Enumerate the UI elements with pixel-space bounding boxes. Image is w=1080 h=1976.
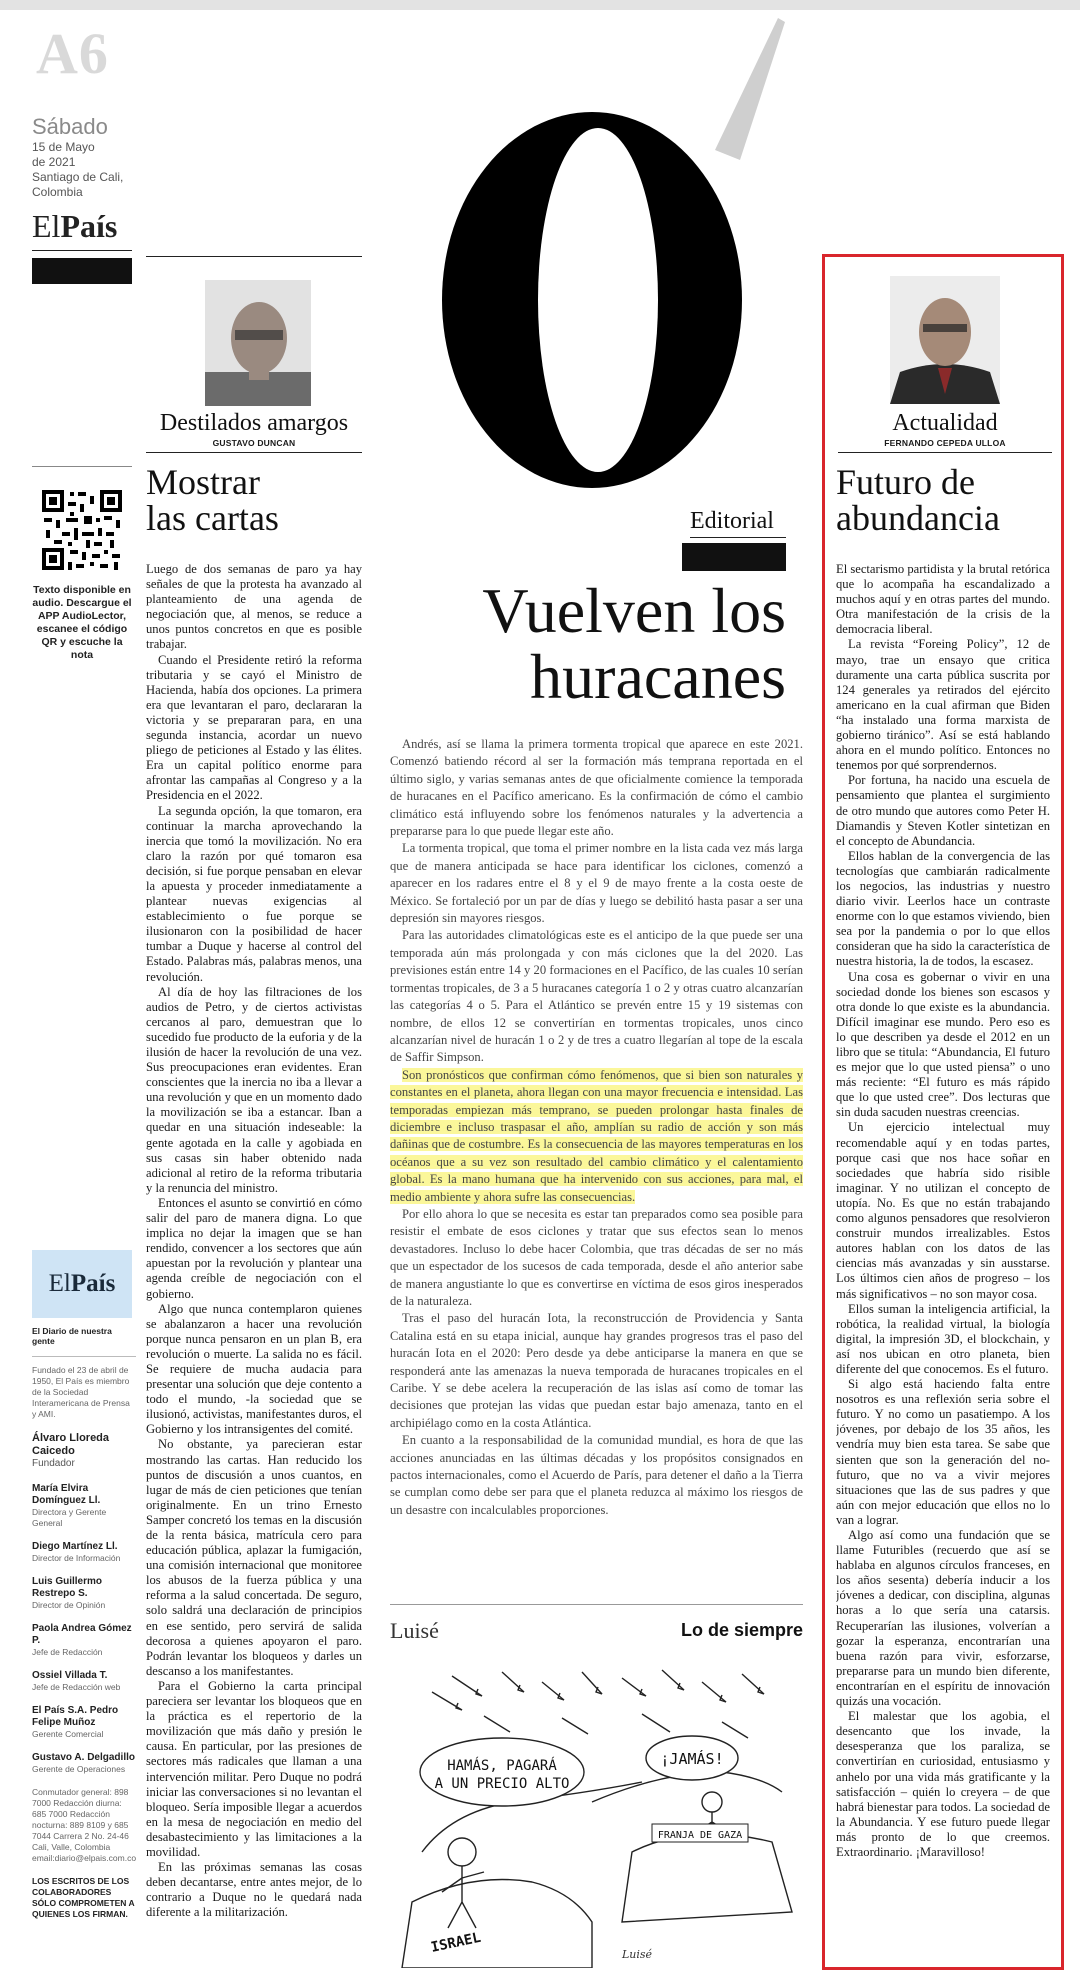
paragraph: En cuanto a la responsabilidad de la comunidad mundial, es hora de que las acciones anunciadas en las últimas décadas y los propósitos consignados en pactos internacionales, como el Acuerdo de París, para detener el daño a la Tierra se cumplan como debe ser para que el planeta reduzca al máximo los riesgos de un desastre con incalculables proporciones. (390, 1433, 803, 1517)
divider (838, 452, 1052, 453)
divider (146, 256, 362, 257)
paragraph: Algo que nunca contemplaron quienes se abalanzaron a hacer una revolución porque nunca pensaron en un plan B, era revolución o muerte. La salida no es fácil. Se requiere de mucha audacia para presentar una solución que deje contento a todo el mundo, -la sociedad que se ilusionó, activistas, manifestantes duros, el Gobierno y los intransigentes del comité. (146, 1301, 362, 1437)
staff-name: Diego Martínez Ll. (32, 1541, 118, 1552)
page-number: A6 (36, 21, 109, 86)
masthead-logo-box (32, 1250, 132, 1318)
paragraph: La revista “Foreing Policy”, 12 de mayo, trae un ensayo que critica duramente una carta pública suscrita por 124 generales ya retirados del ejército americano en la cual afirman que Biden “ha instalado una forma marxista de gobierno tiránico”. Así se está hablando ahora en el mundo político. Entonces no tenemos por qué sorprendernos. (836, 637, 1050, 773)
black-bar (32, 258, 132, 284)
column-author: GUSTAVO DUNCAN (212, 438, 296, 448)
founder-role: Fundador (32, 1458, 75, 1469)
big-o-ornament (380, 0, 820, 500)
elpais-logo: ElPaís (32, 208, 118, 244)
staff-role: Gerente Comercial (32, 1729, 104, 1739)
column-right-headline: Futuro de abundancia (836, 462, 1000, 538)
paragraph: La segunda opción, la que tomaron, era continuar la marcha aprovechando la inercia que tomó la movilización. No era claro la razón por qué tomaron esa decisión, si fue porque pensaban en elevar la apuesta y proceder inmediatamente a plantear nuevas exigencias al establecimiento o fue porque se ilusionaron con la posibilidad de hacer tumbar a Duque y hacerse al control del Estado. Palabras más, palabras menos, una revolución. (146, 803, 362, 984)
cartoon-signature: Luisé (622, 1948, 653, 1961)
masthead-logo: ElPaís (48, 1270, 116, 1297)
divider (146, 452, 362, 453)
paragraph: El malestar que los agobia, el desencanto que los invade, la desesperanza que los paraliza, se convertirían en curiosidad, entusiasmo y anhelo por una vida más gratificante y la satisfacción – quién lo creyera – de que habrá bienestar para todos. La sociedad de la Abundancia. Y ese futuro puede llegar más pronto de lo que creemos. Extraordinario. ¡Maravilloso! (836, 1709, 1050, 1859)
cartoon-illustration (392, 1652, 804, 1968)
masthead-founded: Fundado el 23 de abril de 1950, El País es miembro de la Sociedad Interamericana de Prensa y AMI. (32, 1365, 130, 1419)
paragraph: Por ello ahora lo que se necesita es estar tan preparados como sea posible para resistir el embate de esos ciclones y tratar que sus efectos sean lo menos devastadores. Incluso lo debe hacer Colombia, que tras décadas de ser no más que un espectador de los sucesos de cada temporada, desde el año anterior sabe de manera angustiante lo que es convertirse en víctima de esos giros inesperados de la naturaleza. (390, 1206, 803, 1308)
staff-role: Gerente de Operaciones (32, 1764, 126, 1774)
editorial-body (390, 736, 803, 1588)
column-section-title: Destilados amargos (159, 410, 349, 436)
qr-code[interactable] (40, 488, 124, 572)
paragraph: Entonces el asunto se convirtió en cómo salir del paro de manera digna. Lo que implica no dejar la imagen que se han rendido, convencer a los sectores que aún apuestan por la revolución y plantear una agenda creíble de negociación con el gobierno. (146, 1195, 362, 1301)
cartoon-bubble-left: A UN PRECIO ALTO (434, 1776, 570, 1792)
divider (32, 250, 132, 251)
qr-caption: Texto disponible en audio. Descargue el APP AudioLector, escanee el código QR y escuche la nota (32, 584, 132, 661)
paragraph: Cuando el Presidente retiró la reforma tributaria y se cayó el Ministro de Hacienda, había dos opciones. La primera era que levantaran el paro, declararan la victoria y se prepararan para, en una segunda instancia, acordar un nuevo pliego de peticiones al Estado y las élites. Era un capital político enorme para afrontar las campañas al Congreso y a la Presidencia en el 2022. (146, 652, 362, 803)
staff-name: Paola Andrea Gómez P. (32, 1623, 132, 1646)
paragraph: En las próximas semanas las cosas deben decantarse, entre antes mejor, de lo contrario a Duque no le quedará nada diferente a la militarización. (146, 1860, 362, 1920)
editorial-headline: Vuelven los huracanes (482, 575, 786, 712)
staff-role: Director de Opinión (32, 1600, 106, 1610)
column-left-body (146, 562, 362, 1962)
paragraph: Luego de dos semanas de paro ya hay señales de que la protesta ha avanzado al planteamiento de una agenda de negociación que, al menos, se reduce a unos puntos concretos en que es posible trabajar. (146, 562, 362, 652)
paragraph: Un ejercicio intelectual muy recomendable aquí y en todas partes, porque casi que nos hace soñar en sociedades que habría sido risible imaginar. Y no utilizan el concepto de utopía. No. Es que no están trabajando como algunos pensadores que resolvieron construir mundos irrealizables. Estos autores hablan con los datos de las ciencias más avanzadas y sin ausstarse. Los últimos cien años de progreso – los más significativos – no son mayor cosa. (836, 1120, 1050, 1301)
column-left-headline: Mostrar las cartas (146, 462, 279, 538)
paragraph: Ellos hablan de la convergencia de las tecnologías que cambiarán radicalmente los negocios, las industrias y nuestro diario vivir. Leerlos hace un contraste enorme con lo que estamos viviendo, bien sea por la pandemia o por lo que ellos consideran que ha sido la característica de nuestra historia, la de todos, la escasez. (836, 848, 1050, 969)
staff-name: Gustavo A. Delgadillo (32, 1752, 135, 1763)
cartoon-label-gaza: FRANJA DE GAZA (657, 1830, 743, 1841)
paragraph: Por fortuna, ha nacido una escuela de pensamiento que plantea el surgimiento de otro mundo que autores como Peter H. Diamandis y Steven Kotler sintetizan en el concepto de Abundancia. (836, 773, 1050, 848)
divider (690, 537, 786, 538)
paragraph: No obstante, ya parecieran estar mostrando las cartas. Han reducido los puntos de discusión a unos cuantos, en lugar de más de cien peticiones que tenían originalmente. En un trino Ernesto Samper concretó los temas en la discusión de la renta básica, matrícula cero para educación pública, aplazar la fumigación, una comisión internacional que monitoree los abusos de la fuerza pública y una reforma a la salud concertada. De seguro, solo saldrá una declaración de principios en ese sentido, pero servirá de salida decorosa a quienes apoyaron el paro. Podrán levantar los bloqueos y darles un descanso a los manifestantes. (146, 1437, 362, 1678)
editorial-section-label: Editorial (690, 508, 774, 534)
cartoon-title: Lo de siempre (680, 1620, 803, 1640)
cartoon-label-israel: ISRAEL (429, 1929, 483, 1956)
paragraph: La tormenta tropical, que toma el primer nombre en la lista cada vez más larga que de manera anticipada se hace para identificar los ciclones, comenzó a aparecer en los radares entre el 8 y el 9 de mayo frente a la costa oeste de México. Se fortaleció por un par de días y luego se debilitó hasta pasar a ser una depresión sin mayores riesgos. (390, 841, 803, 926)
staff-name: María Elvira Domínguez Ll. (32, 1483, 101, 1506)
staff-role: Directora y Gerente General (32, 1507, 107, 1528)
staff-name: Ossiel Villada T. (32, 1670, 108, 1681)
masthead-info (32, 1326, 136, 1920)
staff-name: El País S.A. Pedro Felipe Muñoz (32, 1705, 119, 1728)
day-label: Sábado (32, 114, 108, 139)
paragraph: Una cosa es gobernar o vivir en una sociedad donde los bienes son escasos y otra donde lo que existe es la abundancia. Difícil imaginar ese mundo. Pero eso es lo que describen ya desde el 2012 en un libro que se titula: “Abundancia, El futuro es mejor que lo que usted piensa” o uno más reciente: “El futuro es más rápido que lo que usted cree”. Dos lecturas que sin duda sacuden nuestras creencias. (836, 969, 1050, 1120)
paragraph: Ellos suman la inteligencia artificial, la robótica, la realidad virtual, la biología digital, la impresión 3D, el blockchain, y así nos ubican en otro planeta, bien diferente del que conocemos. Es el futuro. (836, 1301, 1050, 1376)
paragraph: Al día de hoy las filtraciones de los audios de Petro, y de ciertos activistas cercanos al paro, demuestran que lo sucedido fue producto de la euforia y de la ilusión de hacer la revolución de una vez. Sus preocupaciones eran evidentes. Eran conscientes que la inercia no iba a llevar a una revolución y que en un momento dado la movilización se iba a estancar. Iban a quedar en una situación indeseable: la gente agotada en la calle y agobiada en sus casas sin haber obtenido nada adicional al retiro de la reforma tributaria y la renuncia del ministro. (146, 984, 362, 1195)
date-line: Colombia (32, 185, 83, 199)
date-line: 15 de Mayo (32, 140, 95, 154)
cartoon-bubble-right: ¡JAMÁS! (660, 1750, 724, 1768)
black-bar (682, 543, 786, 571)
paragraph: Para el Gobierno la carta principal pareciera ser levantar los bloqueos que en la práctica es el repertorio de la movilización que más daño y presión le causa. En particular, por las presiones de sectores más radicales que llaman a una intervención militar. Pero Duque no podrá iniciar las conversaciones si no levantan el bloqueo. Sería imposible llegar a acuerdos en la mesa de negociación en medio del desabastecimiento y las limitaciones a la movilidad. (146, 1678, 362, 1859)
date-line: Santiago de Cali, (32, 170, 124, 184)
paragraph: El sectarismo partidista y la brutal retórica que lo acompaña ha escandalizado a muchos aquí y en otras partes del mundo. Otra manifestación de la crisis de la democracia liberal. (836, 562, 1050, 637)
masthead-tagline: El Diario de nuestra gente (32, 1326, 112, 1346)
column-right-body (836, 562, 1050, 1962)
divider (390, 1604, 803, 1605)
paragraph: Algo así como una fundación que se llame Futuribles (recuerdo que así se hablaba en algunos círculos franceses, en los años sesenta) debería inducir a los jóvenes a dedicar, con disciplina, algunas horas a lo que sería una catarsis. Recuperarían las ilusiones, volverían a gozar la esperanza, encontrarían una buena razón para vivir, esforzarse, prepararse para un mundo bien diferente, encontrarían en el espíritu de innovación quizás una vocación. (836, 1528, 1050, 1709)
author-photo-cepeda (890, 276, 1000, 404)
column-section-title: Actualidad (892, 410, 998, 436)
staff-role: Jefe de Redacción (32, 1647, 103, 1657)
masthead-contact: Conmutador general: 898 7000 Redacción diurna: 685 7000 Redacción nocturna: 889 8109 y 685 7044 Carrera 2 No. 24-46 Cali, Valle, Colombia email:diario@elpais.com.co (32, 1787, 137, 1863)
paragraph: Para las autoridades climatológicas este es el anticipo de la que puede ser una temporada aún más prolongada y con más ciclones que la del 2020. Las previsiones están entre 14 y 20 formaciones en el Pacífico, de las cuales 10 serían tormentas tropicales, de 3 a 5 huracanes categoría 1 o 2 y otras cuatro alcanzarían las categorías 4 o 5. Para el Atlántico se prevén entre 15 y 19 sistemas con nombre, de ellos 12 se convertirían en tormentas tropicales, unos cinco alcanzarían nivel de huracán 1 o 2 y de tres a cuatro llegarían al tope de la escala de Saffir Simpson. (390, 928, 803, 1065)
staff-role: Director de Información (32, 1553, 121, 1563)
cartoon-bubble-left: HAMÁS, PAGARÁ (447, 1758, 557, 1774)
paragraph: Andrés, así se llama la primera tormenta tropical que aparece en este 2021. Comenzó batiendo récord al ser la formación más temprana reportada en el último siglo, y varias semanas antes de que oficialmente comience la temporada de huracanes en el Pacífico americano. Es la confirmación de cómo el cambio climático está influyendo sobre los fenómenos naturales y la advertencia a prepararse para lo que puede llegar este año. (390, 737, 803, 839)
date-line: de 2021 (32, 155, 76, 169)
cartoon-artist: Luisé (390, 1618, 439, 1643)
staff-name: Luis Guillermo Restrepo S. (32, 1576, 103, 1599)
divider (32, 466, 132, 467)
column-author: FERNANDO CEPEDA ULLOA (884, 438, 1006, 448)
staff-role: Jefe de Redacción web (32, 1682, 121, 1692)
founder-name: Álvaro Lloreda Caicedo (32, 1432, 110, 1457)
author-photo-duncan (205, 280, 311, 406)
highlighted-paragraph: Son pronósticos que confirman cómo fenómenos, que si bien son naturales y constantes en el planeta, ahora llegan con una mayor frecuencia e intensidad. Las temporadas empiezan más temprano, se pueden prolongar hasta finales de diciembre e incluso traspasar el año, amplían su radio de acción y son más dañinas que de costumbre. Es la consecuencia de las mayores temperaturas en los océanos que a su vez son resultado del cambio climático y el calentamiento global. Es la mano humana que ha intervenido con sus acciones, para mal, el medio ambiente y ahora sufre las consecuencias. (390, 1067, 803, 1204)
paragraph: Tras el paso del huracán Iota, la reconstrucción de Providencia y Santa Catalina está en su etapa inicial, aunque hay grandes progresos tras el paso del huracán Iota en el 2020: Pero desde ya debe anticiparse la manera en que se responderá ante las amenazas la nueva temporada de huracanes tropicales en el Caribe. Y se debe acelera la recuperación de las islas así como de tomar las decisiones que protejan las vidas que puedan estar bajo amenaza, tanto en el archipiélago como en la costa Atlántica. (390, 1311, 803, 1430)
paragraph: Si algo está haciendo falta entre nosotros es una reflexión seria sobre el futuro. Y no como un pasatiempo. A los jóvenes, por debajo de los 35 años, les vendría muy bien esta tarea. Se sabe que sienten que son la generación del no-futuro, que no va a vivir mejores situaciones que las de sus padres y que aún con mejor educación que ellos no lo van a lograr. (836, 1377, 1050, 1527)
masthead-disclaimer: LOS ESCRITOS DE LOS COLABORADORES SÓLO COMPROMETEN A QUIENES LOS FIRMAN. (32, 1876, 135, 1919)
